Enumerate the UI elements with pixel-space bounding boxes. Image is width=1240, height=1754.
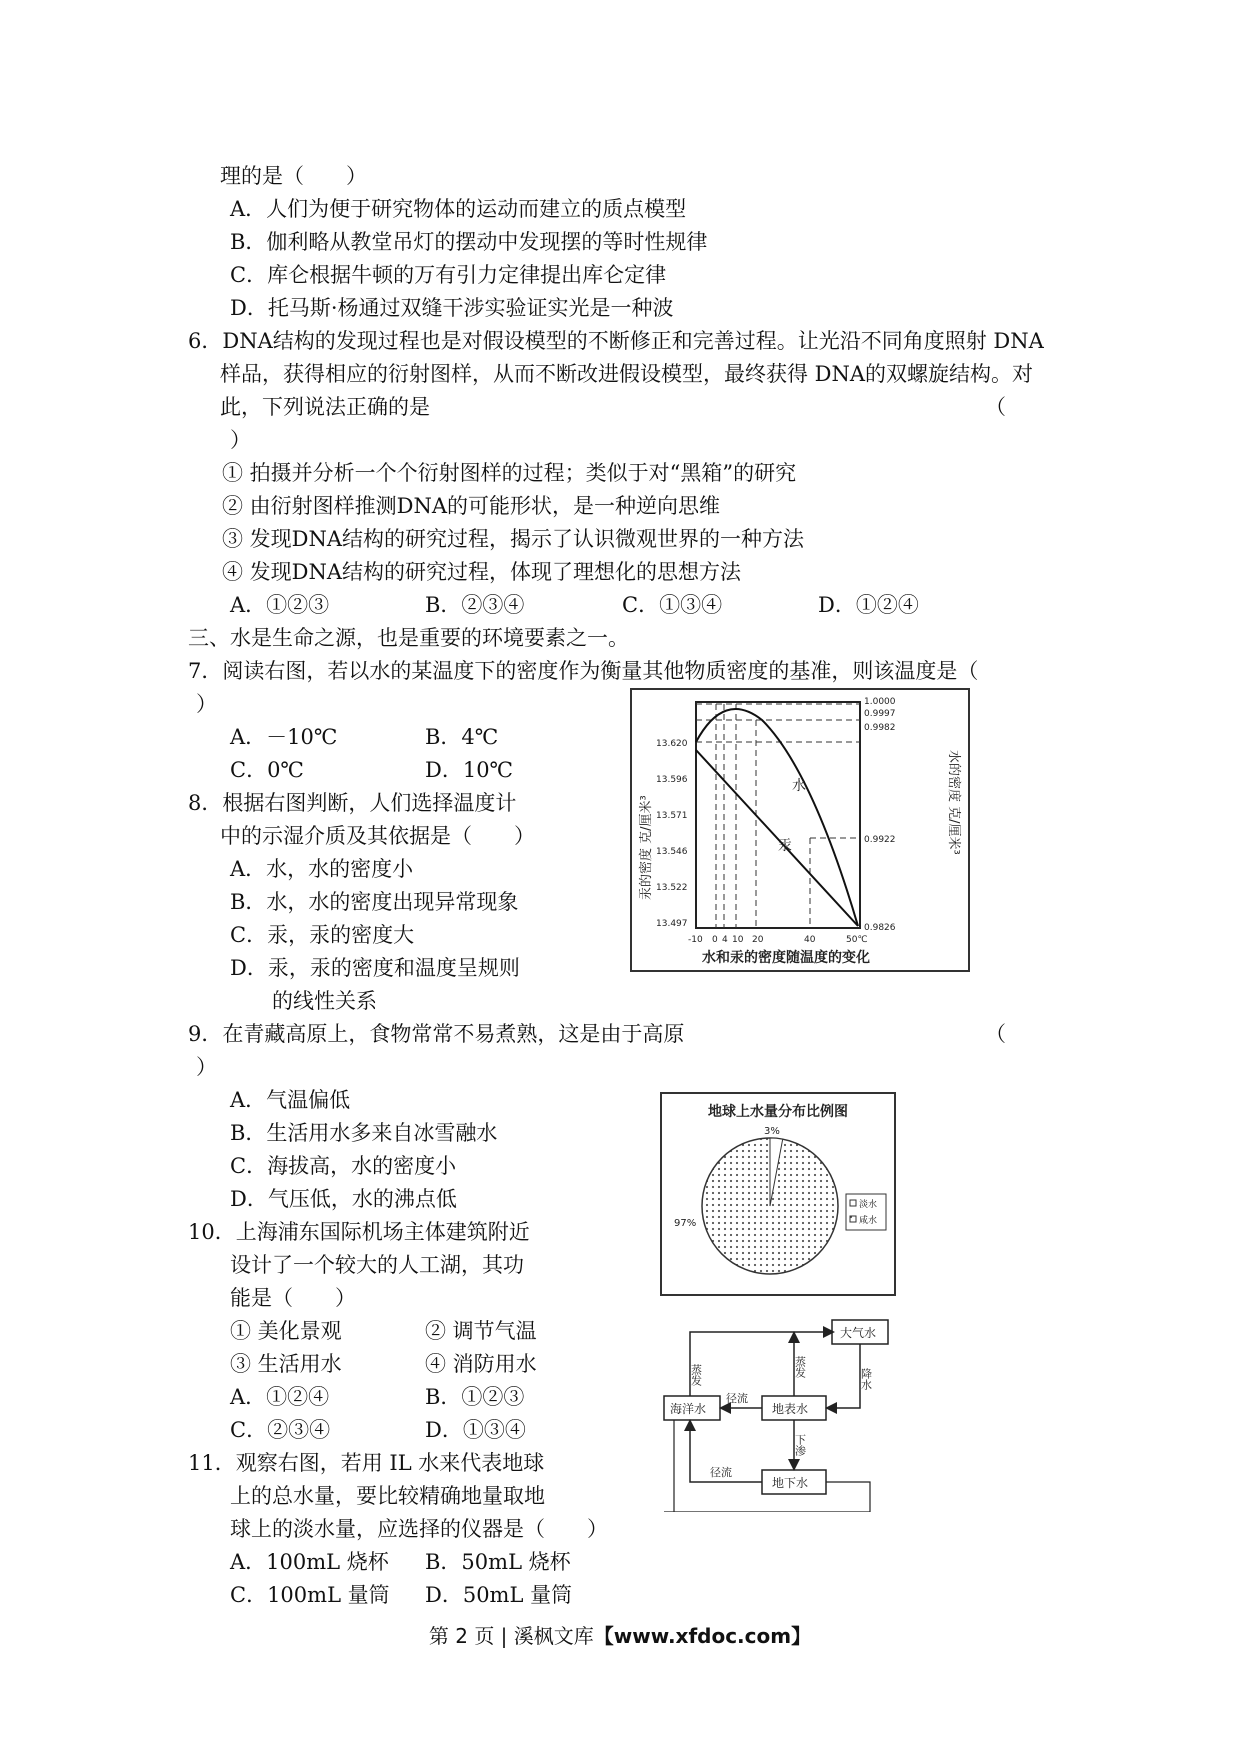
q11-option-d: D．50mL 量筒 <box>425 1583 573 1607</box>
q11-stem-line-3: 球上的淡水量，应选择的仪器是（ ） <box>230 1517 608 1541</box>
q6-option-b: B．②③④ <box>425 593 525 617</box>
plot-frame <box>696 702 860 928</box>
x-tick: 0 <box>712 935 718 945</box>
arrow-precipitation <box>828 1344 860 1408</box>
label-precipitation: 降水 <box>859 1368 873 1390</box>
q9-option-b: B．生活用水多来自冰雪融水 <box>230 1121 498 1145</box>
q9-paren-open: （ <box>985 1022 1006 1046</box>
pie-title: 地球上水量分布比例图 <box>708 1104 848 1120</box>
q10-option-a: A．①②④ <box>230 1385 330 1409</box>
q10-statement-4: ④ 消防用水 <box>425 1352 537 1376</box>
groundwater-label: 地下水 <box>772 1476 809 1490</box>
surface-label: 地表水 <box>772 1402 809 1416</box>
sea-label: 海洋水 <box>670 1402 707 1416</box>
label-infiltration: 下渗 <box>793 1434 807 1456</box>
label-ground-runoff: 径流 <box>710 1466 732 1479</box>
q9-option-d: D．气压低，水的沸点低 <box>230 1187 457 1211</box>
q10-option-d: D．①③④ <box>425 1418 526 1442</box>
right-tick: 0.9826 <box>864 923 896 933</box>
q8-option-b: B．水，水的密度出现异常现象 <box>230 890 519 914</box>
pie-label-large: 97% <box>674 1218 697 1229</box>
q8-option-d-line-2: 的线性关系 <box>272 989 377 1013</box>
q6-paren-close: ） <box>230 428 251 452</box>
footer-page-text: 第 2 页 | 溪枫文库 <box>428 1624 594 1648</box>
q5-option-c: C．库仑根据牛顿的万有引力定律提出库仑定律 <box>230 263 667 287</box>
pie-label-small: 3% <box>764 1126 780 1137</box>
q6-statement-3: ③ 发现DNA结构的研究过程，揭示了认识微观世界的一种方法 <box>222 527 805 551</box>
water-series-label: 水 <box>792 778 806 794</box>
q6-statement-4: ④ 发现DNA结构的研究过程，体现了理想化的思想方法 <box>222 560 742 584</box>
q11-stem-line-2: 上的总水量，要比较精确地量取地 <box>230 1484 545 1508</box>
q6-stem-line-2: 样品，获得相应的衍射图样，从而不断改进假设模型，最终获得 DNA的双螺旋结构。对 <box>220 362 1034 386</box>
q11-option-a: A．100mL 烧杯 <box>230 1550 389 1574</box>
x-tick: 20 <box>752 935 764 945</box>
label-sea-evaporation: 蒸发 <box>689 1364 703 1386</box>
q7-option-b: B．4℃ <box>425 725 499 749</box>
x-tick: -10 <box>688 935 703 945</box>
water-cycle-figure <box>660 1316 892 1512</box>
q8-option-a: A．水，水的密度小 <box>230 857 414 881</box>
left-tick: 13.596 <box>656 775 688 785</box>
q10-stem-line-3: 能是（ ） <box>230 1286 356 1310</box>
right-tick: 0.9922 <box>864 835 896 845</box>
right-tick: 0.9997 <box>864 709 896 719</box>
section-3-heading: 三、水是生命之源，也是重要的环境要素之一。 <box>188 626 629 650</box>
legend-label-fresh: 淡水 <box>859 1200 878 1210</box>
x-tick: 40 <box>804 935 816 945</box>
q8-stem-line-2: 中的示湿介质及其依据是（ ） <box>220 824 535 848</box>
q6-statement-1: ① 拍摄并分析一个个衍射图样的过程；类似于对“黑箱”的研究 <box>222 461 797 485</box>
label-surface-runoff: 径流 <box>726 1392 748 1405</box>
arrow-sea-evaporation <box>690 1332 832 1396</box>
q11-option-b: B．50mL 烧杯 <box>425 1550 571 1574</box>
q6-stem-line-3: 此，下列说法正确的是 <box>220 395 430 419</box>
q6-option-a: A．①②③ <box>230 593 330 617</box>
q10-statement-3: ③ 生活用水 <box>230 1352 342 1376</box>
q10-statement-1: ① 美化景观 <box>230 1319 342 1343</box>
q10-option-c: C．②③④ <box>230 1418 331 1442</box>
q5-option-a: A．人们为便于研究物体的运动而建立的质点模型 <box>230 197 687 221</box>
q11-stem-line-1: 11．观察右图，若用 IL 水来代表地球 <box>188 1451 545 1475</box>
right-tick: 1.0000 <box>864 697 896 707</box>
q7-option-a: A．－10℃ <box>230 725 338 749</box>
q6-option-c: C．①③④ <box>622 593 723 617</box>
q10-option-b: B．①②③ <box>425 1385 525 1409</box>
q9-stem-line-1: 9．在青藏高原上，食物常常不易煮熟，这是由于高原 <box>188 1022 685 1046</box>
right-tick: 0.9982 <box>864 723 896 733</box>
mercury-series-label: 汞 <box>778 838 792 854</box>
q5-option-b: B．伽利略从教堂吊灯的摆动中发现摆的等时性规律 <box>230 230 708 254</box>
q6-statement-2: ② 由衍射图样推测DNA的可能形状，是一种逆向思维 <box>222 494 721 518</box>
left-tick: 13.620 <box>656 739 688 749</box>
label-land-evaporation: 蒸发 <box>793 1356 807 1378</box>
left-axis-title: 汞的密度 克/厘米³ <box>639 795 654 900</box>
q7-option-c: C．0℃ <box>230 758 304 782</box>
q10-statement-2: ② 调节气温 <box>425 1319 537 1343</box>
q8-stem-line-1: 8．根据右图判断，人们选择温度计 <box>188 791 517 815</box>
x-tick: 10 <box>732 935 744 945</box>
q9-option-c: C．海拔高，水的密度小 <box>230 1154 457 1178</box>
left-tick: 13.497 <box>656 919 688 929</box>
footer-site-link[interactable]: 【www.xfdoc.com】 <box>593 1624 812 1648</box>
q11-option-c: C．100mL 量筒 <box>230 1583 390 1607</box>
q6-stem-line-1: 6．DNA结构的发现过程也是对假设模型的不断修正和完善过程。让光沿不同角度照射 DNA <box>188 329 1044 353</box>
legend-label-salt: 咸水 <box>859 1216 878 1226</box>
q8-option-c: C．汞，汞的密度大 <box>230 923 415 947</box>
left-tick: 13.571 <box>656 811 688 821</box>
q5-stem-end: 理的是（ ） <box>220 164 367 188</box>
left-tick: 13.546 <box>656 847 688 857</box>
density-chart-svg <box>632 690 968 970</box>
right-axis-title: 水的密度 克/厘米³ <box>946 750 961 855</box>
cycle-outline <box>826 1482 870 1512</box>
water-cycle-svg <box>660 1316 892 1512</box>
q7-option-d: D．10℃ <box>425 758 514 782</box>
chart-caption: 水和汞的密度随温度的变化 <box>702 950 870 966</box>
x-tick: 50℃ <box>846 935 868 945</box>
q8-option-d-line-1: D．汞，汞的密度和温度呈规则 <box>230 956 520 980</box>
q6-option-d: D．①②④ <box>818 593 919 617</box>
water-distribution-figure <box>660 1092 896 1296</box>
legend-swatch-salt <box>850 1216 856 1222</box>
page-footer <box>0 1620 1240 1649</box>
q10-stem-line-1: 10．上海浦东国际机场主体建筑附近 <box>188 1220 530 1244</box>
x-tick: 4 <box>722 935 728 945</box>
q9-paren-close: ） <box>196 1055 217 1079</box>
water-distribution-svg <box>662 1094 894 1294</box>
atmosphere-label: 大气水 <box>840 1326 877 1340</box>
q7-stem-line-2: ） <box>196 692 217 716</box>
density-chart-figure <box>630 688 970 972</box>
left-tick: 13.522 <box>656 883 688 893</box>
q9-option-a: A．气温偏低 <box>230 1088 351 1112</box>
q5-option-d: D．托马斯·杨通过双缝干涉实验证实光是一种波 <box>230 296 674 320</box>
q10-stem-line-2: 设计了一个较大的人工湖，其功 <box>230 1253 524 1277</box>
legend-swatch-fresh <box>850 1200 856 1206</box>
q7-stem-line-1: 7．阅读右图，若以水的某温度下的密度作为衡量其他物质密度的基准，则该温度是（ <box>188 659 979 683</box>
q6-paren-open: （ <box>985 395 1006 419</box>
